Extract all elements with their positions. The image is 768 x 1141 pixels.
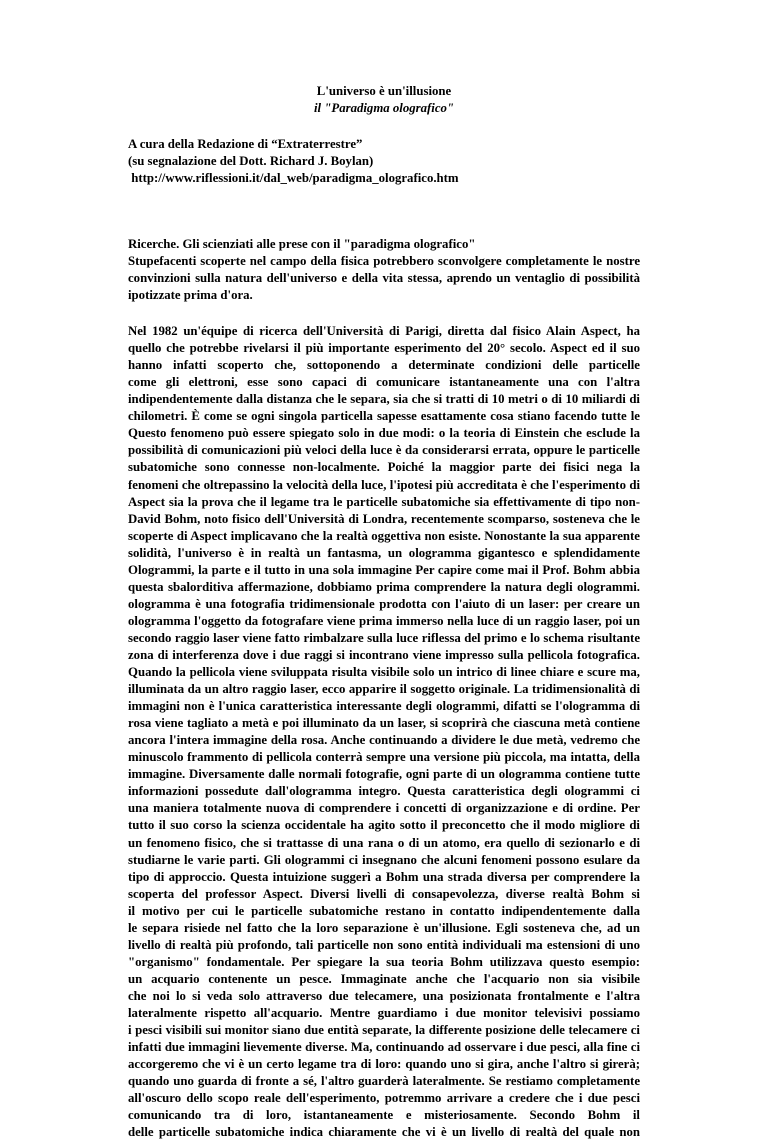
document-title: L'universo è un'illusione <box>316 84 452 98</box>
body-line: Aspect sia la prova che il legame tra le particelle subatomiche sia effettivamente di tipo non- <box>128 494 640 509</box>
body-line: un fenomeno fisico, che si trattasse di una rana o di un atomo, era quello di sezionarlo e di <box>128 835 640 850</box>
body-line: solidità, l'universo è in realtà un fantasma, un ologramma gigantesco e splendidamente <box>128 545 640 560</box>
body-line: studiarne le varie parti. Gli ologrammi ci insegnano che alcuni fenomeni possono esulare da <box>128 852 640 867</box>
body-line: questa sbalorditiva affermazione, dobbiamo prima comprendere la natura degli ologrammi. <box>128 579 640 594</box>
body-line: Questo fenomeno può essere spiegato solo in due modi: o la teoria di Einstein che esclude la <box>128 426 640 441</box>
body-line: zona di interferenza dove i due raggi si incontrano viene impresso sulla pellicola fotografica. <box>128 647 640 662</box>
body-paragraph <box>128 323 640 1141</box>
body-line: immagine. Diversamente dalle normali fotografie, ogni parte di un ologramma contiene tutte <box>128 767 640 782</box>
body-line: scoperte di Aspect implicavano che la realtà oggettiva non esiste. Nonostante la sua apparente <box>128 528 640 543</box>
body-line: lateralmente rispetto all'acquario. Mentre guardiamo i due monitor televisivi possiamo <box>128 1005 640 1020</box>
body-line: il motivo per cui le particelle subatomiche restano in contatto indipendentemente dalla <box>128 903 640 918</box>
body-line: indipendentemente dalla distanza che le separa, sia che si tratti di 10 metri o di 10 miliardi di <box>128 392 640 407</box>
body-line: scoperta del professor Aspect. Diversi livelli di consapevolezza, diverse realtà Bohm si <box>128 886 640 901</box>
body-line: accorgeremo che vi è un certo legame tra di loro: quando uno si gira, anche l'altro si girerà; <box>128 1057 640 1072</box>
body-line: chilometri. È come se ogni singola particella sapesse esattamente cosa stiano facendo tutte le <box>128 409 640 424</box>
body-line: minuscolo frammento di pellicola conterrà sempre una versione più piccola, ma intatta, della <box>128 750 640 765</box>
source-url: http://www.riflessioni.it/dal_web/paradigma_olografico.htm <box>128 171 459 185</box>
body-line: subatomiche sono connesse non-localmente. Poiché la maggior parte dei fisici nega la <box>128 460 640 475</box>
body-line: ologramma l'oggetto da fotografare viene prima immerso nella luce di un raggio laser, poi un <box>128 613 640 628</box>
intro-block <box>128 236 640 304</box>
body-line: tutto il suo corso la scienza occidentale ha agito sotto il preconcetto che il modo migliore di <box>128 818 640 833</box>
body-line: quando uno guarda di fronte a sé, l'altro guarderà lateralmente. Se restiamo completamente <box>128 1074 640 1089</box>
body-line: ologramma è una fotografia tridimensionale prodotta con l'aiuto di un laser: per creare un <box>128 596 640 611</box>
body-line: una maniera totalmente nuova di comprendere i concetti di organizzazione e di ordine. Per <box>128 801 640 816</box>
body-line: ancora l'intera immagine della rosa. Anche continuando a dividere le due metà, vedremo che <box>128 733 640 748</box>
body-line: immagini non è l'unica caratteristica interessante degli ologrammi, difatti se l'ologramma di <box>128 699 640 714</box>
body-line: David Bohm, noto fisico dell'Università di Londra, recentemente scomparso, sosteneva che le <box>128 511 640 526</box>
body-line: le separa risiede nel fatto che la loro separazione è un'illusione. Egli sosteneva che, ad un <box>128 920 640 935</box>
body-line: un acquario contenente un pesce. Immaginate anche che l'acquario non sia visibile <box>128 971 640 986</box>
intro-line: convinzioni sulla natura dell'universo e della vita stessa, aprendo un ventaglio di possibilità <box>128 271 640 286</box>
body-line: all'oscuro dello scopo reale dell'esperimento, potremmo arrivare a credere che i due pesci <box>128 1091 640 1106</box>
body-line: hanno infatti scoperto che, sottoponendo a determinate condizioni delle particelle <box>128 358 640 373</box>
body-line: illuminata da un altro raggio laser, ecco apparire il soggetto originale. La tridimensionalità di <box>128 682 640 697</box>
body-line: tipo di approccio. Questa intuizione suggerì a Bohm una strada diversa per comprendere la <box>128 869 640 884</box>
body-line: Nel 1982 un'équipe di ricerca dell'Università di Parigi, diretta dal fisico Alain Aspect, ha <box>128 324 640 339</box>
title-block <box>128 83 640 117</box>
body-line: informazioni possedute dall'ologramma integro. Questa caratteristica degli ologrammi ci <box>128 784 640 799</box>
body-line: i pesci visibili sui monitor siano due entità separate, la differente posizione delle telecamere ci <box>128 1023 640 1038</box>
body-line: comunicando tra di loro, istantaneamente e misteriosamente. Secondo Bohm il <box>128 1108 640 1123</box>
body-line: possibilità di comunicazioni più veloci della luce è da considerarsi errata, oppure le particelle <box>128 443 640 458</box>
credit-line-editorial: A cura della Redazione di “Extraterrestre” <box>128 137 363 151</box>
body-line: fenomeni che oltrepassino la velocità della luce, l'ipotesi più accreditata è che l'esperimento di <box>128 477 640 492</box>
body-line: infatti due immagini lievemente diverse. Ma, continuando ad osservare i due pesci, alla fine ci <box>128 1040 640 1055</box>
body-line: Ologrammi, la parte e il tutto in una sola immagine Per capire come mai il Prof. Bohm abbia <box>128 562 640 577</box>
credit-block <box>128 136 640 187</box>
body-line: come gli elettroni, esse sono capaci di comunicare istantaneamente una con l'altra <box>128 375 640 390</box>
body-line: che noi lo si veda solo attraverso due telecamere, una posizionata frontalmente e l'altra <box>128 988 640 1003</box>
credit-line-reporter: (su segnalazione del Dott. Richard J. Boylan) <box>128 154 374 168</box>
intro-line: ipotizzate prima d'ora. <box>128 288 253 303</box>
body-line: rosa viene tagliato a metà e poi illuminato da un laser, si scoprirà che ciascuna metà contiene <box>128 716 640 731</box>
body-line: livello di realtà più profondo, tali particelle non sono entità individuali ma estensioni di uno <box>128 937 640 952</box>
body-line: secondo raggio laser viene fatto rimbalzare sulla luce riflessa del primo e lo schema risultante <box>128 630 640 645</box>
section-heading: Ricerche. Gli scienziati alle prese con il "paradigma olografico" <box>128 237 476 251</box>
intro-line: Stupefacenti scoperte nel campo della fisica potrebbero sconvolgere completamente le nostre <box>128 254 640 268</box>
body-line: quello che potrebbe rivelarsi il più importante esperimento del 20° secolo. Aspect ed il suo <box>128 341 640 356</box>
document-subtitle: il "Paradigma olografico" <box>313 101 455 115</box>
body-line: Quando la pellicola viene sviluppata risulta visibile solo un intrico di linee chiare e scure ma, <box>128 665 640 680</box>
body-line: delle particelle subatomiche indica chiaramente che vi è un livello di realtà del quale non <box>128 1125 640 1140</box>
body-line: "organismo" fondamentale. Per spiegare la sua teoria Bohm utilizzava questo esempio: <box>128 954 640 969</box>
